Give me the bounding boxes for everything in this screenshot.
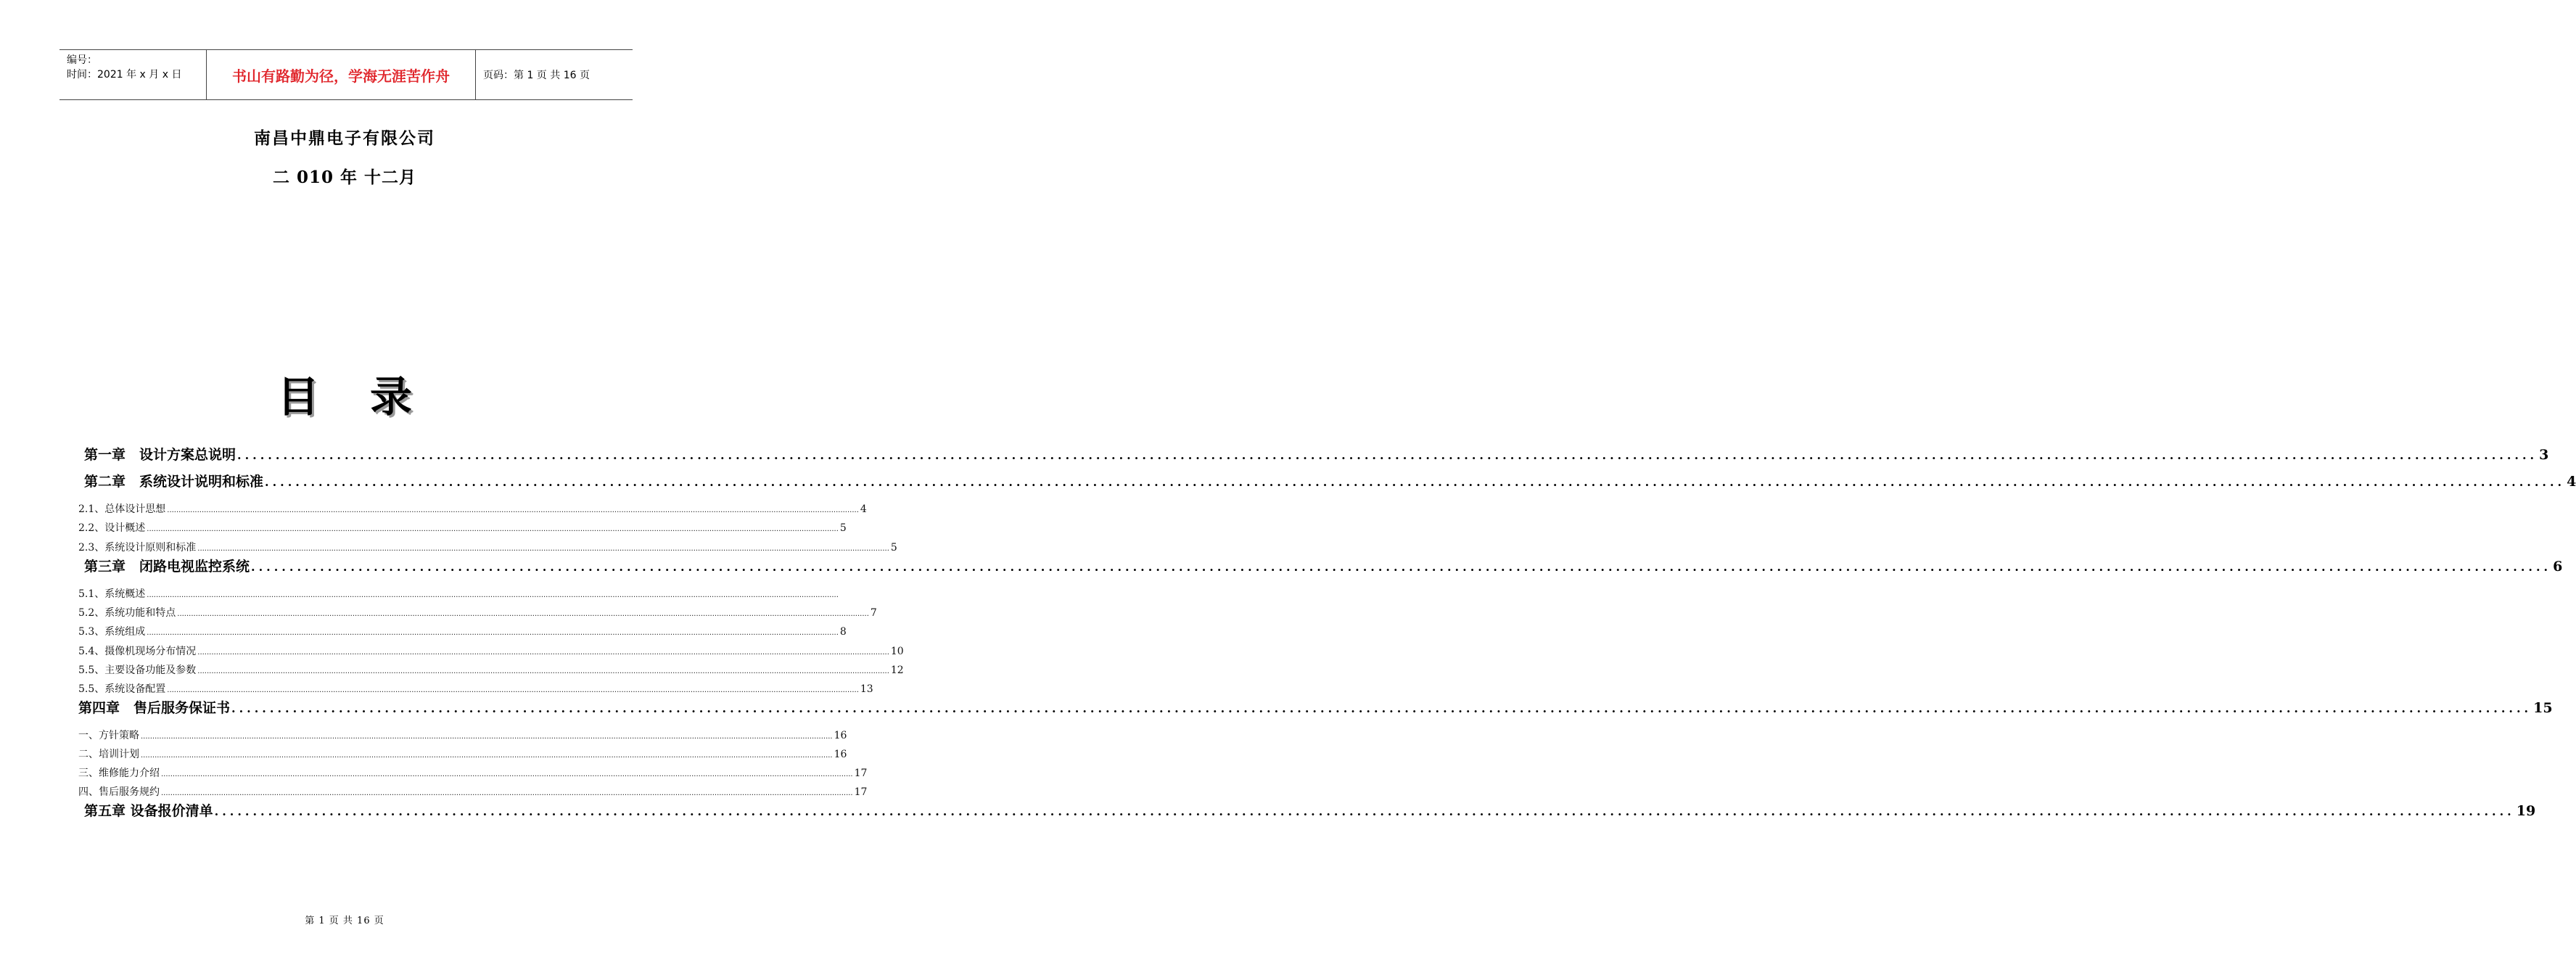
toc-entry-page: 17	[854, 768, 868, 779]
toc-leader: ............................................................................................................................................................................................................................................................................................................	[161, 770, 853, 778]
toc-section-row[interactable]	[78, 728, 847, 742]
cover-date: 二 010 年 十二月	[272, 168, 417, 187]
toc-chapter-row[interactable]	[84, 556, 2563, 575]
toc-section-row[interactable]	[78, 784, 868, 799]
toc-section-row[interactable]	[78, 746, 847, 761]
toc-entry-page: 4	[860, 503, 867, 515]
header-page-info: 页码：第 1 页 共 16 页	[483, 70, 590, 81]
toc-entry-page: 10	[890, 646, 904, 657]
toc-leader: ............................................................................................................................................................................................................................................................................................................	[141, 733, 833, 741]
toc-leader: ............................................................................................................................................................................................................................................................................................................	[167, 506, 859, 514]
toc-entry-page: 8	[839, 626, 847, 638]
toc-entry-page: 15	[2533, 700, 2553, 716]
toc-leader: ............................................................................................................................................................................................................................................................................................................	[147, 629, 839, 637]
toc-entry-page: 19	[2516, 803, 2536, 819]
toc-leader: ............................................................................................................................................................................................................................................................................................................	[265, 475, 2566, 489]
toc-title: 目录	[276, 372, 463, 421]
toc-entry-label: 2.2、设计概述	[78, 522, 146, 534]
toc-entry-label: 5.5、主要设备功能及参数	[78, 665, 197, 676]
header-meta	[59, 50, 206, 99]
toc-entry-page: 5	[839, 522, 847, 534]
toc-section-row[interactable]	[78, 586, 839, 601]
toc-entry-label: 5.2、系统功能和特点	[78, 607, 176, 619]
toc-entry-label: 第三章 闭路电视监控系统	[84, 559, 250, 575]
toc-leader: ............................................................................................................................................................................................................................................................................................................	[177, 610, 869, 618]
toc-chapter-row[interactable]	[84, 471, 2576, 490]
toc-leader: ............................................................................................................................................................................................................................................................................................................	[147, 525, 839, 533]
toc-section-row[interactable]	[78, 681, 873, 696]
page-header	[59, 49, 633, 100]
toc-leader: ............................................................................................................................................................................................................................................................................................................	[251, 560, 2552, 574]
toc-section-row[interactable]	[78, 662, 904, 677]
toc-entry-label: 第二章 系统设计说明和标准	[84, 474, 264, 490]
toc-section-row[interactable]	[78, 540, 897, 554]
toc-section-row[interactable]	[78, 501, 867, 516]
toc-entry-label: 第四章 售后服务保证书	[78, 700, 231, 716]
company-name: 南昌中鼎电子有限公司	[254, 128, 435, 148]
header-motto: 书山有路勤为径，学海无涯苦作舟	[206, 50, 476, 99]
number-label: 编号：	[67, 54, 97, 66]
toc-chapter-row[interactable]	[84, 444, 2549, 464]
time-label: 时间：2021 年 x 月 x 日	[67, 69, 182, 81]
toc-entry-page: 12	[890, 665, 904, 676]
toc-entry-label: 5.4、摄像机现场分布情况	[78, 646, 197, 657]
toc-entry-label: 一、方针策略	[78, 730, 139, 741]
toc-entry-page: 13	[860, 683, 873, 695]
toc-leader: ............................................................................................................................................................................................................................................................................................................	[161, 789, 853, 797]
toc-section-row[interactable]	[78, 520, 847, 535]
toc-entry-page: 17	[854, 786, 868, 798]
toc-leader: ............................................................................................................................................................................................................................................................................................................	[197, 649, 889, 657]
toc-chapter-row[interactable]	[84, 800, 2536, 820]
toc-entry-label: 5.1、系统概述	[78, 588, 146, 600]
toc-section-row[interactable]	[78, 643, 904, 658]
toc-leader: ............................................................................................................................................................................................................................................................................................................	[237, 448, 2538, 462]
toc-entry-page: 6	[2553, 559, 2563, 575]
toc-leader: ............................................................................................................................................................................................................................................................................................................	[167, 686, 859, 694]
toc-entry-label: 5.5、系统设备配置	[78, 683, 166, 695]
toc-entry-page: 3	[2539, 447, 2549, 463]
toc-entry-label: 二、培训计划	[78, 749, 139, 760]
toc-section-row[interactable]	[78, 605, 877, 620]
toc-chapter-row[interactable]	[78, 697, 2553, 717]
toc-entry-page: 4	[2567, 474, 2576, 490]
toc-entry-page: 16	[834, 730, 847, 741]
toc-leader: ............................................................................................................................................................................................................................................................................................................	[197, 545, 889, 553]
toc-entry-label: 第五章 设备报价清单	[84, 803, 213, 819]
toc-entry-label: 三、维修能力介绍	[78, 768, 160, 779]
toc-leader: ............................................................................................................................................................................................................................................................................................................	[231, 702, 2532, 715]
page-footer: 第 1 页 共 16 页	[305, 916, 384, 926]
toc-section-row[interactable]	[78, 765, 868, 780]
toc-entry-page: 16	[834, 749, 847, 760]
toc-entry-page: 5	[890, 542, 897, 554]
toc-leader: ............................................................................................................................................................................................................................................................................................................	[147, 591, 839, 599]
toc-leader: ............................................................................................................................................................................................................................................................................................................	[141, 752, 833, 760]
toc-entry-page: 7	[870, 607, 877, 619]
toc-leader: ............................................................................................................................................................................................................................................................................................................	[197, 667, 889, 675]
toc-leader: ............................................................................................................................................................................................................................................................................................................	[214, 805, 2515, 818]
toc-entry-label: 2.3、系统设计原则和标准	[78, 542, 197, 554]
toc-entry-label: 第一章 设计方案总说明	[84, 447, 236, 463]
toc-section-row[interactable]	[78, 624, 847, 638]
toc-entry-label: 2.1、总体设计思想	[78, 503, 166, 515]
toc-entry-label: 5.3、系统组成	[78, 626, 146, 638]
toc-entry-label: 四、售后服务规约	[78, 786, 160, 798]
